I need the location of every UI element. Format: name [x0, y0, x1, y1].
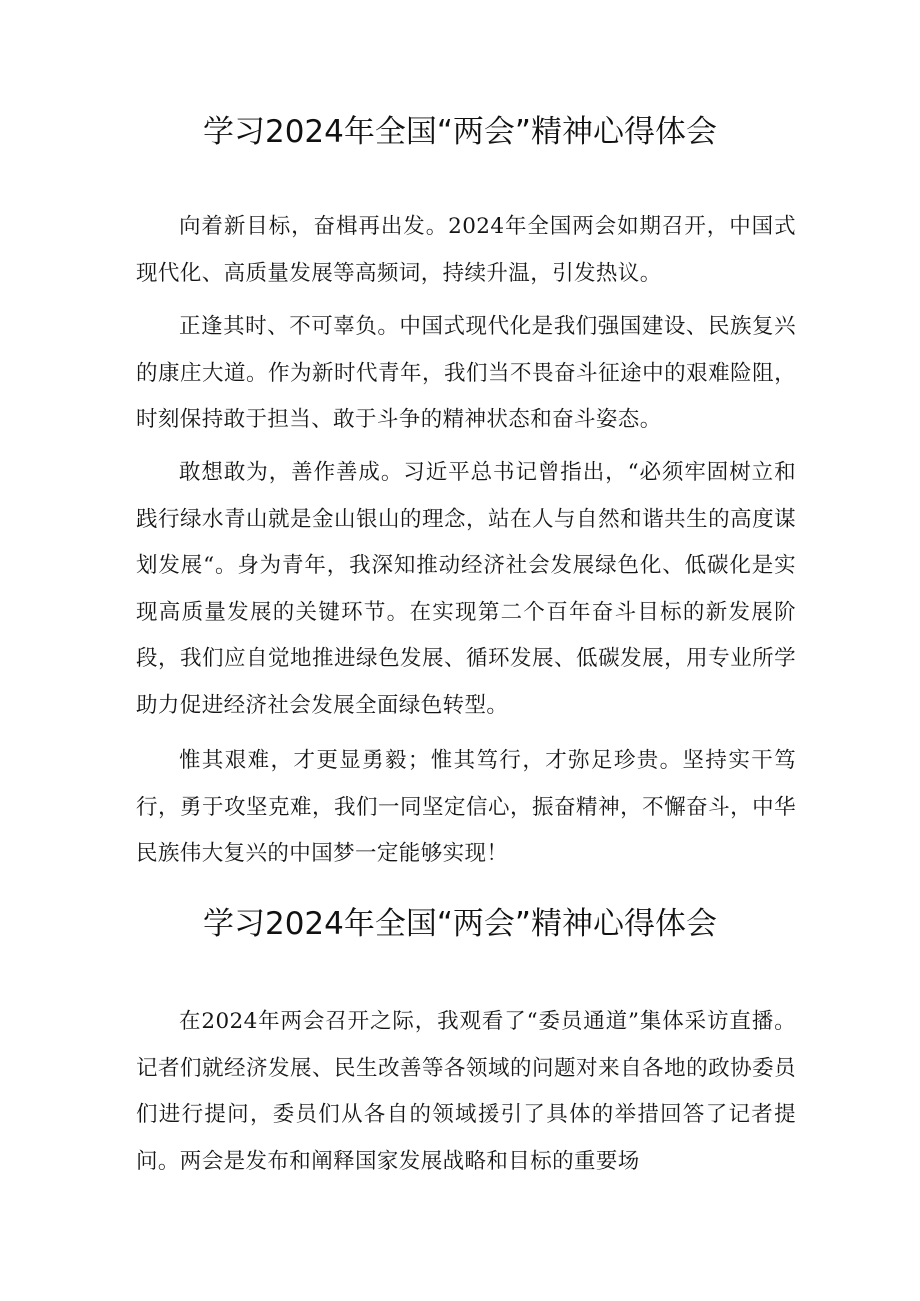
- body-paragraph: 在2024年两会召开之际，我观看了“委员通道”集体采访直播。记者们就经济发展、民生改善等各领域的问题对来自各地的政协委员们进行提问，委员们从各自的领域援引了具体的举措回答了记者提问。两会是发布和阐释国家发展战略和目标的重要场: [136, 1009, 796, 1174]
- document-title: 学习2024年全国“两会”精神心得体会: [202, 114, 717, 150]
- body-paragraph: 向着新目标，奋楫再出发。2024年全国两会如期召开，中国式现代化、高质量发展等高频词，持续升温，引发热议。: [136, 214, 796, 286]
- body-paragraph: 正逢其时、不可辜负。中国式现代化是我们强国建设、民族复兴的康庄大道。作为新时代青年，我们当不畏奋斗征途中的艰难险阻，时刻保持敢于担当、敢于斗争的精神状态和奋斗姿态。: [136, 314, 796, 432]
- body-paragraph: 惟其艰难，才更显勇毅；惟其笃行，才弥足珍贵。坚持实干笃行，勇于攻坚克难，我们一同坚定信心，振奋精神，不懈奋斗，中华民族伟大复兴的中国梦一定能够实现！: [136, 748, 796, 866]
- document-title: 学习2024年全国“两会”精神心得体会: [202, 906, 717, 942]
- body-paragraph: 敢想敢为，善作善成。习近平总书记曾指出，“必须牢固树立和践行绿水青山就是金山银山的理念，站在人与自然和谐共生的高度谋划发展“。身为青年，我深知推动经济社会发展绿色化、低碳化是实现高质量发展的关键环节。在实现第二个百年奋斗目标的新发展阶段，我们应自觉地推进绿色发展、循环发展、低碳发展，用专业所学助力促进经济社会发展全面绿色转型。: [136, 460, 796, 718]
